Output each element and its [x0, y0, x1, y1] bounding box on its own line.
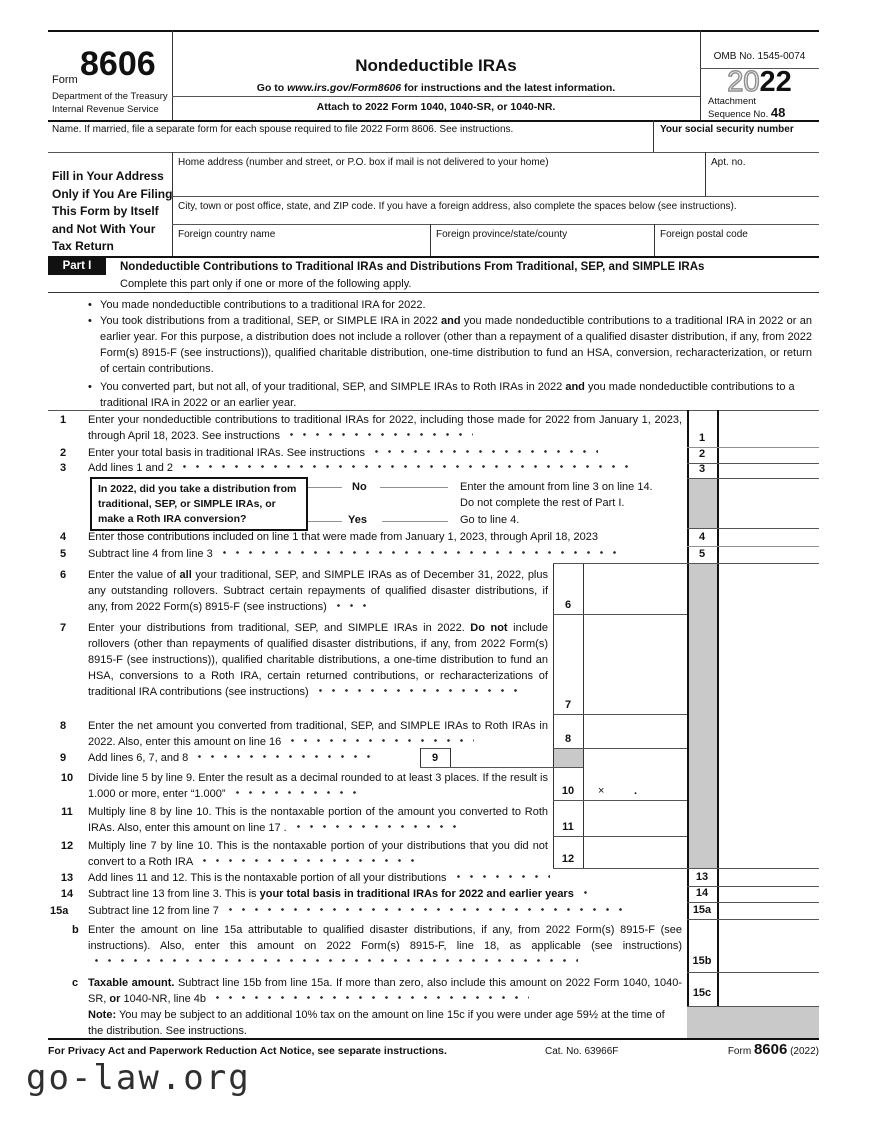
line-10-decimal-point: .	[634, 785, 638, 797]
agency-line-1: Department of the Treasury	[52, 91, 168, 102]
line-5-text: Subtract line 4 from line 3	[88, 546, 682, 562]
line-15b-box-label: 15b	[692, 955, 712, 967]
line-14-text: Subtract line 13 from line 3. This is your total basis in traditional IRAs for 2022 and earlier years	[88, 886, 593, 902]
part1-title: Nondeductible Contributions to Traditional IRAs and Distributions From Traditional, SEP, and SIMPLE IRAs	[120, 261, 705, 273]
part1-bullet-1: • You made nondeductible contributions to a traditional IRA for 2022.	[100, 297, 812, 313]
connector-line	[308, 521, 342, 522]
line-9-text: Add lines 6, 7, and 8	[88, 750, 371, 766]
branch-no-result-2: Do not complete the rest of Part I.	[460, 497, 625, 509]
line-10-number: 10	[60, 772, 74, 784]
connector-line	[308, 487, 342, 488]
line-15b-text: Enter the amount on line 15a attributable to qualified disaster distributions, if any, from 2022 Form(s) 8915-F (see instructions). Also, enter this amount on 2022 Form(s) 8915-F, line 18, as applicable (see instructions)	[88, 922, 682, 970]
part1-tag: Part I	[48, 258, 106, 275]
name-input[interactable]	[48, 133, 648, 152]
line-12-amount-cell[interactable]	[583, 836, 687, 868]
dot-leader	[368, 447, 598, 456]
form-title: Nondeductible IRAs	[355, 56, 517, 75]
apt-label: Apt. no.	[711, 157, 746, 168]
foreign-country-input[interactable]	[172, 238, 430, 256]
line-3-amount-cell[interactable]	[717, 463, 819, 478]
dot-leader	[283, 430, 473, 439]
line-1-box-label: 1	[698, 432, 706, 444]
year-bold: 22	[759, 66, 792, 98]
line-6-amount-cell[interactable]	[583, 563, 687, 614]
line-11-box-label: 11	[562, 821, 574, 833]
line-13-box-label: 13	[695, 871, 709, 883]
shaded-strip	[687, 563, 717, 868]
branch-no-label: No	[352, 481, 367, 493]
line-6-box-label: 6	[564, 599, 572, 611]
privacy-notice: For Privacy Act and Paperwork Reduction Act Notice, see separate instructions.	[48, 1045, 447, 1057]
watermark: go-law.org	[26, 1058, 251, 1098]
line-5-amount-cell[interactable]	[717, 546, 819, 563]
irs-url: www.irs.gov/Form8606	[287, 82, 402, 94]
line-15b-amount-cell[interactable]	[717, 919, 819, 972]
line-9-amount-cell[interactable]	[450, 748, 553, 767]
dot-leader	[450, 872, 550, 881]
name-label: Name. If married, file a separate form for each spouse required to file 2022 Form 8606. See instructions.	[52, 124, 514, 135]
divider	[48, 410, 819, 411]
sequence-label: Sequence No. 48	[708, 105, 786, 120]
line-15a-amount-cell[interactable]	[717, 902, 819, 919]
part1-subtitle: Complete this part only if one or more of the following apply.	[120, 278, 412, 290]
divider	[48, 292, 819, 293]
line-8-amount-cell[interactable]	[583, 714, 687, 748]
divider	[420, 767, 583, 768]
dot-leader	[222, 905, 632, 914]
line-9-box-label: 9	[431, 752, 439, 764]
note-text: Note: You may be subject to an additional 10% tax on the amount on line 15c if you were under age 59½ at the time of the distribution. See instructions.	[88, 1009, 665, 1037]
home-address-label: Home address (number and street, or P.O. box if mail is not delivered to your home)	[178, 157, 549, 168]
shaded-cell	[687, 478, 717, 528]
line-6-text: Enter the value of all your traditional, SEP, and SIMPLE IRAs as of December 31, 2022, plus any outstanding rollovers. Subtract certain repayments of qualified disaster distributions, if any, from 2022 Form(s) 8915-F (see instructions)	[88, 569, 548, 613]
address-sidebar-label: Fill in Your Address Only if You Are Filing This Form by Itself and Not With Your Tax Return	[52, 169, 173, 253]
goto-line: Go to www.irs.gov/Form8606 for instructions and the latest information.	[256, 82, 616, 94]
form-number: 8606	[80, 45, 156, 83]
line-7-amount-cell[interactable]	[583, 614, 687, 714]
line-13-amount-cell[interactable]	[717, 868, 819, 886]
line-15a-number: 15a	[50, 905, 69, 917]
dot-leader	[577, 888, 593, 897]
form-word: Form	[52, 74, 78, 86]
line-2-number: 2	[60, 447, 67, 459]
divider	[48, 120, 819, 122]
line-13-text: Add lines 11 and 12. This is the nontaxable portion of all your distributions	[88, 870, 550, 886]
line-15b-number: b	[72, 924, 79, 936]
year-outline: 20	[727, 66, 760, 98]
agency-line-2: Internal Revenue Service	[52, 104, 159, 115]
line-8-number: 8	[60, 720, 67, 732]
dot-leader	[216, 548, 626, 557]
dot-leader	[176, 462, 636, 471]
connector-line	[380, 487, 448, 488]
line-3-text: Add lines 1 and 2	[88, 460, 682, 476]
line-1-text: Enter your nondeductible contributions to traditional IRAs for 2022, including those made for 2022 from January 1, 2023, through April 18, 2023. See instructions	[88, 414, 682, 442]
footer-form-number: 8606	[753, 1041, 788, 1058]
dot-leader	[229, 788, 359, 797]
catalog-number: Cat. No. 63966F	[545, 1046, 619, 1057]
line-9-number: 9	[60, 752, 67, 764]
foreign-postal-input[interactable]	[654, 238, 819, 256]
home-address-input[interactable]	[172, 168, 705, 196]
dot-leader	[330, 601, 366, 610]
line-15a-box-label: 15a	[692, 904, 712, 916]
line-15a-text: Subtract line 12 from line 7	[88, 903, 632, 919]
line-15c-text: Taxable amount. Subtract line 15b from line 15a. If more than zero, also include this amount on 2022 Form 1040, 1040-SR, or 1040-NR, line 4b	[88, 977, 682, 1005]
line-6-number: 6	[60, 569, 67, 581]
divider	[172, 96, 700, 97]
line-4-text: Enter those contributions included on line 1 that were made from January 1, 2023, through April 18, 2023	[88, 531, 598, 543]
part1-bullet-2: • You took distributions from a traditional, SEP, or SIMPLE IRA in 2022 and you made nondeductible contributions to a traditional IRA in 2022 or an earlier year. For this purpose, a distribution does not include a rollover (other than a repayment of a qualified disaster distribution, if any, from 2022 Form(s) 8915-F (see instructions)), qualified charitable distribution, one-time distribution to fund an HSA, conversion, recharacterization, or return of certain contributions.	[100, 313, 812, 377]
dot-leader	[209, 993, 529, 1002]
connector-line	[382, 521, 448, 522]
line-13-number: 13	[60, 872, 74, 884]
line-11-text: Multiply line 8 by line 10. This is the nontaxable portion of the amount you converted to Roth IRAs. Also, enter this amount on line 17 .	[88, 806, 548, 834]
line-2-box-label: 2	[698, 448, 706, 460]
line-4-number: 4	[60, 531, 67, 543]
line-1-amount-cell[interactable]	[717, 410, 819, 447]
divider	[48, 152, 819, 153]
line-3-box-label: 3	[698, 463, 706, 475]
line-7-number: 7	[60, 622, 67, 634]
shaded-footer-cell	[687, 1006, 819, 1038]
distribution-question-text: In 2022, did you take a distribution from traditional, SEP, or SIMPLE IRAs, or make a Roth IRA conversion?	[98, 483, 297, 525]
line-11-number: 11	[61, 806, 73, 818]
foreign-postal-label: Foreign postal code	[660, 229, 748, 240]
distribution-question-box	[90, 477, 308, 531]
branch-yes-result: Go to line 4.	[460, 514, 520, 526]
line-15c-box-label: 15c	[692, 987, 712, 999]
city-input[interactable]	[172, 210, 819, 224]
line-14-box-label: 14	[695, 887, 709, 899]
sequence-number: 48	[770, 105, 786, 120]
divider	[687, 478, 819, 479]
line-14-amount-cell[interactable]	[717, 886, 819, 902]
line-5-box-label: 5	[698, 548, 706, 560]
foreign-country-label: Foreign country name	[178, 229, 276, 240]
attach-line: Attach to 2022 Form 1040, 1040-SR, or 1040-NR.	[316, 101, 556, 113]
foreign-province-input[interactable]	[430, 238, 654, 256]
line-8-box-label: 8	[564, 733, 572, 745]
line-14-number: 14	[60, 888, 74, 900]
line-1-number: 1	[60, 414, 67, 426]
line-7-box-label: 7	[564, 699, 572, 711]
line-12-number: 12	[60, 840, 74, 852]
attachment-label: Attachment	[708, 96, 757, 107]
line-10-text: Divide line 5 by line 9. Enter the result as a decimal rounded to at least 3 places. If the result is 1.000 or more, enter “1.000”	[88, 772, 548, 800]
form-footer-id: Form 8606 (2022)	[727, 1041, 819, 1058]
divider	[687, 1006, 819, 1007]
line-7-text: Enter your distributions from traditional, SEP, and SIMPLE IRAs in 2022. Do not include rollovers (other than repayments of qualified disaster distributions, if any, from 2022 Form(s) 8915-F (see instructions)), qualified charitable distributions, a one-time distribution to fund an HSA, conversions to a Roth IRA, certain returned contributions, or recharacterizations of traditional IRA contributions (see instructions)	[88, 622, 549, 698]
line-10-multiply-sign: ×	[598, 785, 605, 797]
line-15c-number: c	[72, 977, 79, 989]
omb-number: OMB No. 1545-0074	[713, 51, 806, 62]
ssn-label: Your social security number	[660, 124, 794, 135]
line-5-number: 5	[60, 548, 67, 560]
branch-yes-label: Yes	[348, 514, 367, 526]
line-2-amount-cell[interactable]	[717, 447, 819, 463]
dot-leader	[290, 822, 460, 831]
line-8-text: Enter the net amount you converted from traditional, SEP, and SIMPLE IRAs to Roth IRAs in 2022. Also, enter this amount on line 16	[88, 720, 548, 748]
part1-bullet-3: • You converted part, but not all, of your traditional, SEP, and SIMPLE IRAs to Roth IRAs in 2022 and you made nondeductible contributions to a traditional IRA in 2022 or an earlier year.	[100, 379, 812, 411]
divider	[48, 30, 819, 32]
dot-leader	[191, 752, 371, 761]
line-3-number: 3	[60, 462, 67, 474]
line-15c-amount-cell[interactable]	[717, 972, 819, 1006]
line-4-amount-cell[interactable]	[717, 528, 819, 546]
divider	[48, 256, 819, 258]
branch-no-result-1: Enter the amount from line 3 on line 14.	[460, 481, 653, 493]
foreign-province-label: Foreign province/state/county	[436, 229, 568, 240]
dot-leader	[312, 686, 517, 695]
dot-leader	[284, 736, 474, 745]
line-2-text: Enter your total basis in traditional IRAs. See instructions	[88, 445, 682, 461]
apt-input[interactable]	[705, 168, 819, 196]
line-11-amount-cell[interactable]	[583, 800, 687, 836]
ssn-input[interactable]	[653, 133, 819, 152]
city-label: City, town or post office, state, and ZIP code. If you have a foreign address, also complete the spaces below (see instructions).	[178, 201, 737, 212]
line-12-text: Multiply line 7 by line 10. This is the nontaxable portion of your distributions that you did not convert to a Roth IRA	[88, 840, 548, 868]
line-4-box-label: 4	[698, 531, 706, 543]
dot-leader	[88, 956, 578, 965]
divider	[172, 224, 819, 225]
line-12-box-label: 12	[561, 853, 575, 865]
line-10-box-label: 10	[561, 785, 575, 797]
tax-year	[700, 67, 819, 98]
divider	[172, 196, 819, 197]
dot-leader	[196, 856, 416, 865]
shaded-cell	[553, 748, 583, 767]
